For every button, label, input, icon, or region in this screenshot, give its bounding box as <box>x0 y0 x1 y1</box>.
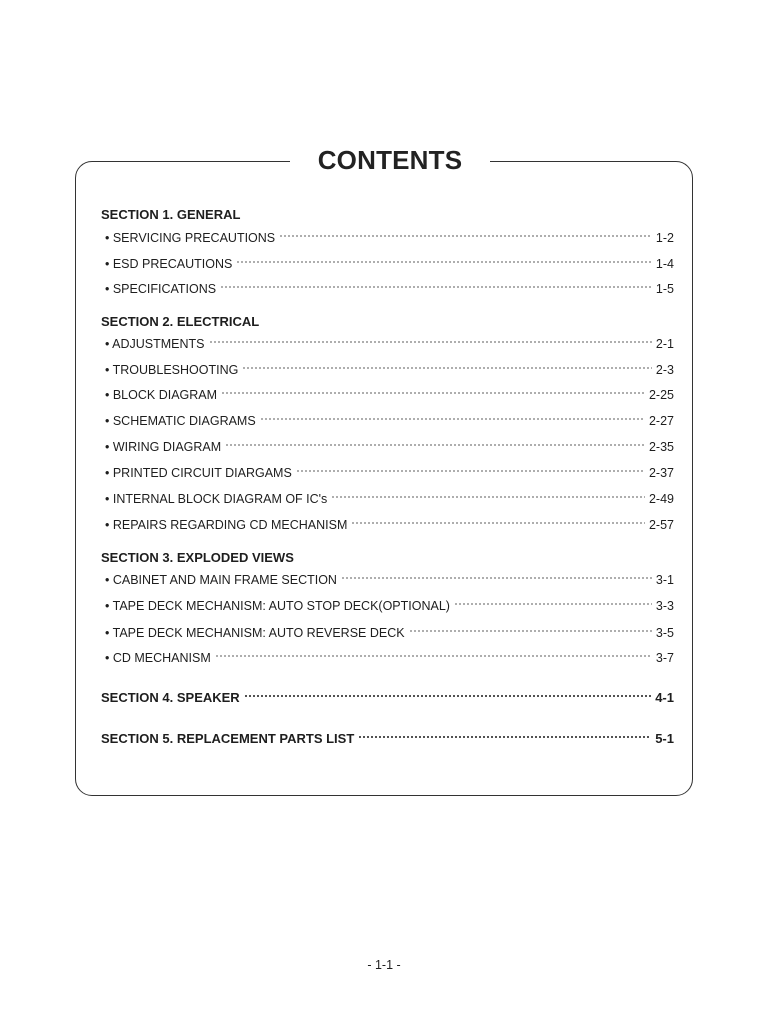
dot-leader <box>260 416 645 422</box>
dot-leader <box>454 601 652 607</box>
dot-leader <box>236 259 652 265</box>
toc-entry-label: • TAPE DECK MECHANISM: AUTO STOP DECK(OPTIONAL) <box>105 599 450 613</box>
toc-entry-page: 2-3 <box>655 363 674 377</box>
toc-entry-page: 2-25 <box>648 388 674 402</box>
toc-entry-page: 1-4 <box>655 257 674 271</box>
page-title: CONTENTS <box>290 138 490 184</box>
dot-leader <box>220 284 652 290</box>
toc-entry-label: • BLOCK DIAGRAM <box>105 388 218 402</box>
toc-entry <box>105 336 674 352</box>
section-heading-general: SECTION 1. GENERAL <box>101 207 241 222</box>
toc-entry-label: • TAPE DECK MECHANISM: AUTO REVERSE DECK <box>105 626 405 640</box>
toc-entry-page: 2-1 <box>655 337 674 351</box>
dot-leader <box>209 339 652 345</box>
toc-entry-label: • TROUBLESHOOTING <box>105 363 239 377</box>
toc-entry <box>105 439 674 455</box>
dot-leader <box>225 442 645 448</box>
section-heading-electrical: SECTION 2. ELECTRICAL <box>101 314 260 329</box>
toc-entry <box>105 413 674 429</box>
toc-entry-page: 1-5 <box>655 282 674 296</box>
toc-entry-label: SECTION 5. REPLACEMENT PARTS LIST <box>101 731 355 746</box>
toc-entry-page: 1-2 <box>655 231 674 245</box>
dot-leader <box>244 693 652 699</box>
toc-entry-label: • WIRING DIAGRAM <box>105 440 222 454</box>
toc-entry-page: 2-57 <box>648 518 674 532</box>
toc-entry-label: • CD MECHANISM <box>105 651 211 665</box>
dot-leader <box>409 628 652 634</box>
section-heading-exploded-views: SECTION 3. EXPLODED VIEWS <box>101 550 294 565</box>
toc-entry-label: • ESD PRECAUTIONS <box>105 257 233 271</box>
toc-entry <box>105 230 674 246</box>
toc-entry-page: 3-1 <box>655 573 674 587</box>
toc-entry-label: • ADJUSTMENTS <box>105 337 205 351</box>
toc-entry-label: • CABINET AND MAIN FRAME SECTION <box>105 573 337 587</box>
toc-section-speaker <box>101 690 674 706</box>
toc-entry-page: 2-27 <box>648 414 674 428</box>
toc-entry <box>105 465 674 481</box>
toc-entry <box>105 362 674 378</box>
dot-leader <box>331 494 645 500</box>
toc-entry-page: 2-37 <box>648 466 674 480</box>
toc-entry-label: • SCHEMATIC DIAGRAMS <box>105 414 256 428</box>
page-number: - 1-1 - <box>367 958 401 972</box>
toc-entry-label: • SPECIFICATIONS <box>105 282 217 296</box>
toc-entry-label: • INTERNAL BLOCK DIAGRAM OF IC's <box>105 492 328 506</box>
toc-entry-page: 3-7 <box>655 651 674 665</box>
toc-entry-page: 3-5 <box>655 626 674 640</box>
dot-leader <box>279 233 652 239</box>
toc-entry-page: 2-49 <box>648 492 674 506</box>
dot-leader <box>351 520 645 526</box>
toc-entry <box>105 517 674 533</box>
toc-entry-label: • SERVICING PRECAUTIONS <box>105 231 276 245</box>
toc-entry <box>105 256 674 272</box>
toc-entry <box>105 491 674 507</box>
toc-entry-label: SECTION 4. SPEAKER <box>101 690 240 705</box>
dot-leader <box>296 468 645 474</box>
toc-entry-page: 4-1 <box>655 690 674 705</box>
toc-entry-label: • REPAIRS REGARDING CD MECHANISM <box>105 518 348 532</box>
toc-entry <box>105 387 674 403</box>
dot-leader <box>215 653 652 659</box>
dot-leader <box>242 365 652 371</box>
toc-entry-page: 3-3 <box>655 599 674 613</box>
toc-entry <box>105 598 674 614</box>
dot-leader <box>358 734 651 740</box>
toc-entry <box>105 281 674 297</box>
toc-entry-page: 2-35 <box>648 440 674 454</box>
dot-leader <box>341 575 652 581</box>
dot-leader <box>221 390 645 396</box>
toc-entry-page: 5-1 <box>655 731 674 746</box>
toc-section-replacement-parts <box>101 731 674 747</box>
toc-entry-label: • PRINTED CIRCUIT DIARGAMS <box>105 466 292 480</box>
toc-entry <box>105 650 674 666</box>
toc-entry <box>105 572 674 588</box>
toc-entry <box>105 625 674 641</box>
